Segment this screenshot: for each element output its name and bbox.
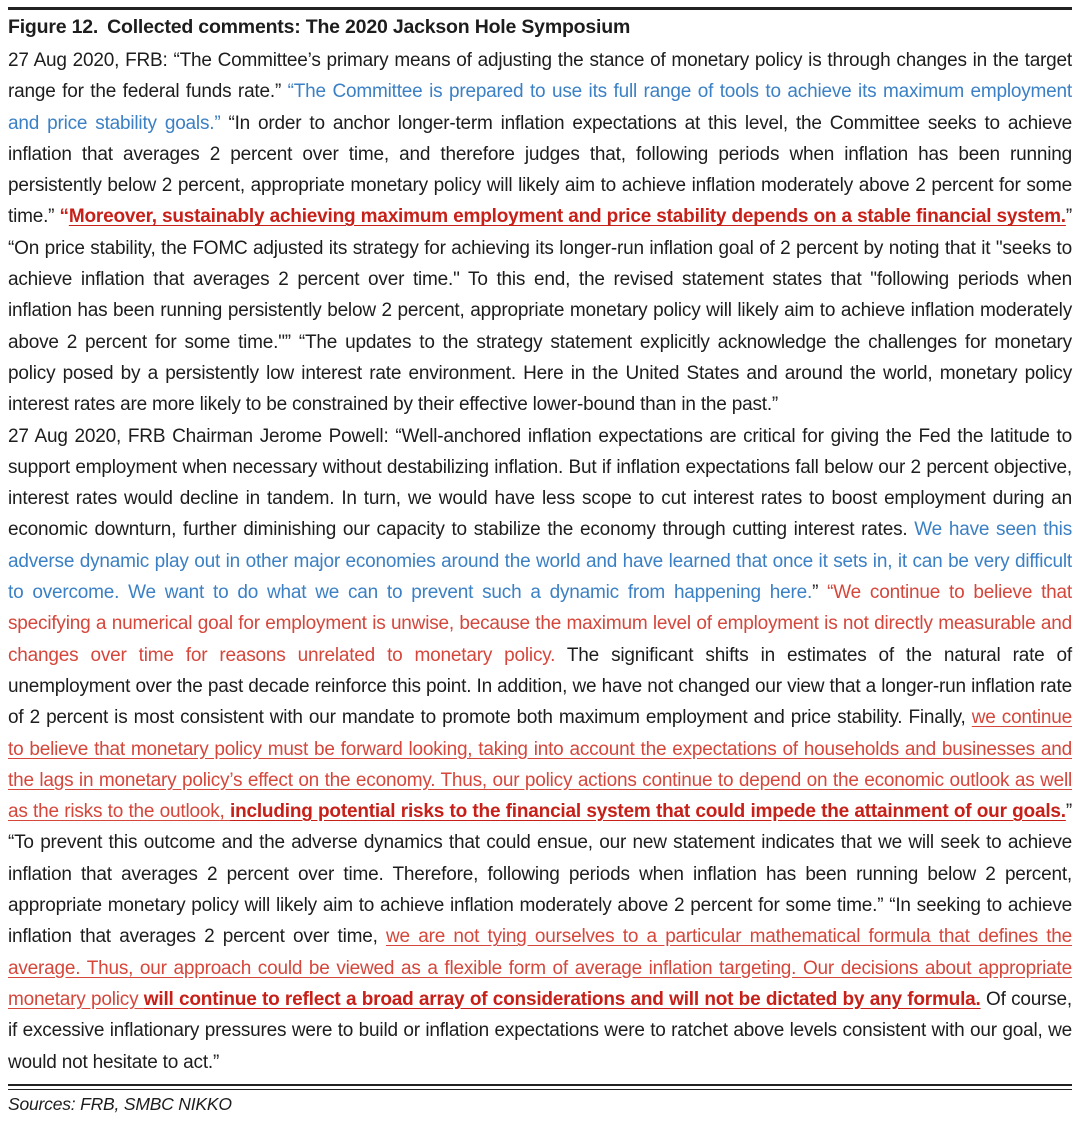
figure-title-text: Collected comments: The 2020 Jackson Hole Symposium <box>107 16 631 38</box>
text-segment-black: ” “On price stability, the FOMC adjusted its strategy for achieving its longer-run inflation goal of 2 percent by noting that it "seeks to achieve inflation that averages 2 percent over time." To this end, the revised statement states that "following periods when inflation has been running persistently below 2 percent, appropriate monetary policy will likely aim to achieve inflation moderately above 2 percent for some time."” “The updates to the strategy statement explicitly acknowledge the challenges for monetary policy posed by a persistently low interest rate environment. Here in the United States and around the world, monetary policy interest rates are more likely to be constrained by their effective lower-bound than in the past.” <box>8 206 1072 416</box>
text-segment-black: 27 Aug 2020, FRB Chairman Jerome Powell: “Well-anchored inflation expectations are critical for giving the Fed the latitude to support employment when necessary without destabilizing inflation. But if inflation expectations fall below our 2 percent objective, interest rates would decline in tandem. In turn, we would have less scope to cut interest rates to boost employment during an economic downturn, further diminishing our capacity to stabilize the economy through cutting interest rates. <box>8 425 1072 541</box>
comment-paragraph-powell <box>8 421 1072 1078</box>
text-segment-red-bold: “ <box>59 206 69 228</box>
text-segment-red-bold-underline: will continue to reflect a broad array of considerations and will not be dictated by any formula. <box>143 988 981 1010</box>
figure-number: Figure 12. <box>8 16 99 38</box>
text-segment-blue: “The Committee is prepared to use its full range of tools to achieve its maximum employment and price stability goals.” <box>8 81 1072 134</box>
text-segment-blue: We have seen this adverse dynamic play out in other major economies around the world and have learned that once it sets in, it can be very difficult to overcome. We want to do what we can to prevent such a dynamic from happening here. <box>8 519 1072 604</box>
text-segment-black: ” “To prevent this outcome and the adverse dynamics that could ensue, our new statement indicates that we will seek to achieve inflation that averages 2 percent over time. Therefore, following periods when inflation has been running below 2 percent, appropriate monetary policy will likely aim to achieve inflation moderately above 2 percent for some time.” “In seeking to achieve inflation that averages 2 percent over time, <box>8 801 1072 948</box>
sources-note: Sources: FRB, SMBC NIKKO <box>8 1093 232 1114</box>
comment-paragraph-frb <box>8 45 1072 421</box>
text-segment-red-underline: we are not tying ourselves to a particular mathematical formula that defines the average. Thus, our approach could be viewed as a flexible form of average inflation targeting. Our decisions about appropriate monetary policy <box>8 926 1073 1010</box>
text-segment-black: ” <box>812 582 828 604</box>
text-segment-red-underline: we continue to believe that monetary policy must be forward looking, taking into account the expectations of households and businesses and the lags in monetary policy’s effect on the economy. Thus, our policy actions continue to depend on the economic outlook as well as the risks to the outlook, <box>8 707 1073 823</box>
text-segment-red-bold-underline: Moreover, sustainably achieving maximum employment and price stability depends on a stable financial system. <box>68 206 1066 228</box>
figure-title <box>8 10 1072 45</box>
text-segment-red: “We continue to believe that specifying a numerical goal for employment is unwise, because the maximum level of employment is not directly measurable and changes over time for reasons unrelated to monetary policy. <box>8 582 1072 666</box>
text-segment-black: The significant shifts in estimates of the natural rate of unemployment over the past decade reinforce this point. In addition, we have not changed our view that a longer-run inflation rate of 2 percent is most consistent with our mandate to promote both maximum employment and price stability. Finally, <box>8 644 1072 729</box>
text-segment-black: 27 Aug 2020, FRB: “The Committee’s primary means of adjusting the stance of monetary policy is through changes in the target range for the federal funds rate.” <box>8 50 1072 103</box>
text-segment-black: “In order to anchor longer-term inflation expectations at this level, the Committee seeks to achieve inflation that averages 2 percent over time, and therefore judges that, following periods when inflation has been running persistently below 2 percent, appropriate monetary policy will likely aim to achieve inflation moderately above 2 percent for some time.” <box>8 112 1072 228</box>
text-segment-black: Of course, if excessive inflationary pressures were to build or inflation expectations were to ratchet above levels consistent with our goal, we would not hesitate to act.” <box>8 988 1072 1073</box>
text-segment-red-bold-underline: including potential risks to the financial system that could impede the attainment of our goals. <box>230 801 1066 823</box>
